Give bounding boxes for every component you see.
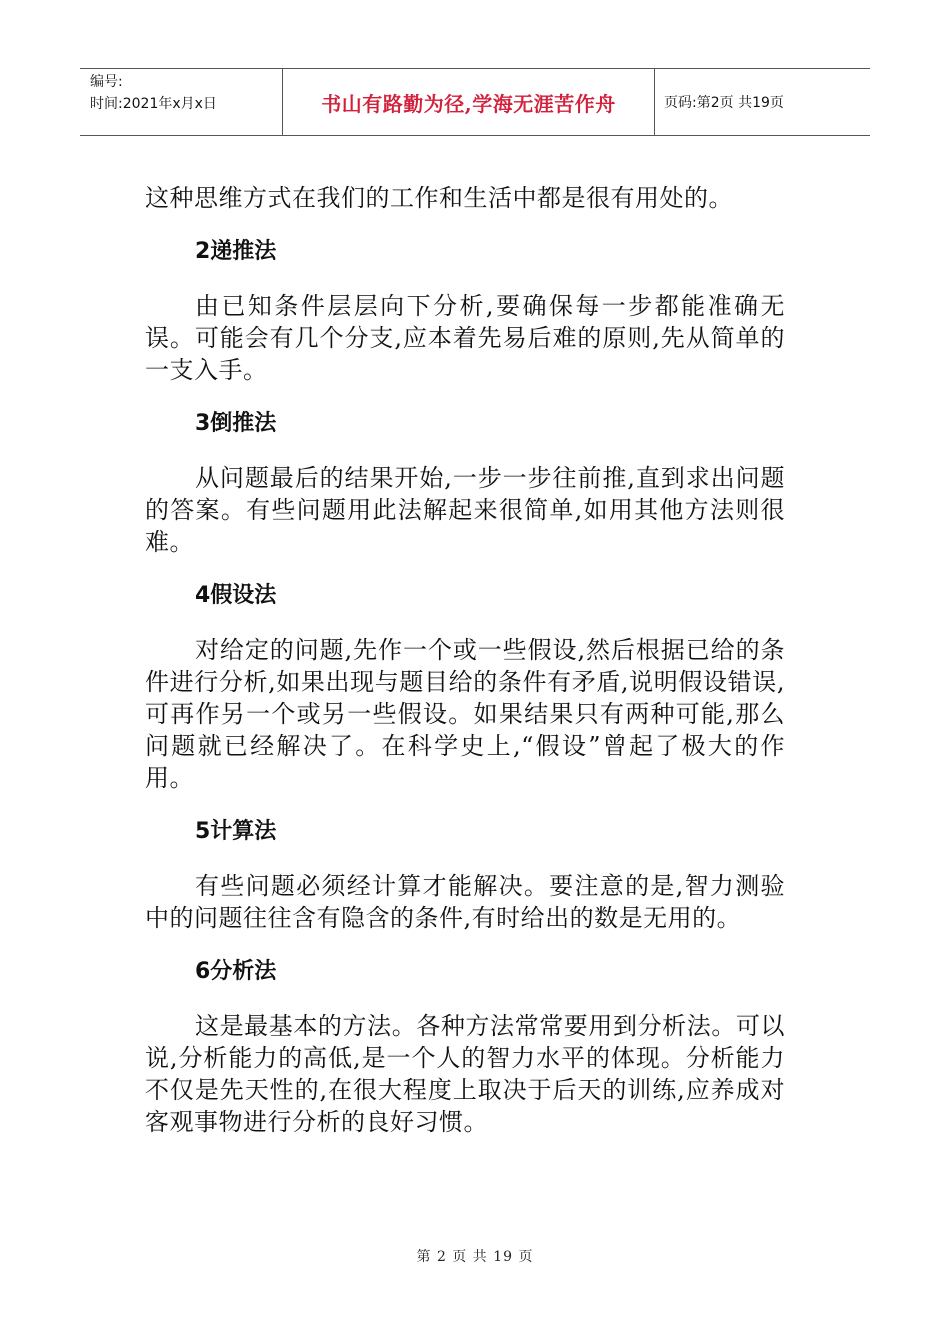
section-heading: 5计算法 [195, 819, 277, 844]
section-paragraph: 由已知条件层层向下分析,要确保每一步都能准确无误。可能会有几个分支,应本着先易后难的原则,先从简单的一支入手。 [145, 292, 785, 384]
section-paragraph: 从问题最后的结果开始,一步一步往前推,直到求出问题的答案。有些问题用此法解起来很简单,如用其他方法则很难。 [145, 464, 785, 556]
document-header [80, 68, 870, 136]
section-paragraph: 这是最基本的方法。各种方法常常要用到分析法。可以说,分析能力的高低,是一个人的智力水平的体现。分析能力不仅是先天性的,在很大程度上取决于后天的训练,应养成对客观事物进行分析的良好习惯。 [145, 1012, 785, 1136]
time-label: 时间:2021年x月x日 [90, 96, 217, 112]
section-heading: 2递推法 [195, 239, 277, 264]
section-paragraph: 有些问题必须经计算才能解决。要注意的是,智力测验中的问题往往含有隐含的条件,有时给出的数是无用的。 [145, 872, 785, 932]
page-footer: 第 2 页 共 19 页 [416, 1249, 534, 1265]
number-label: 编号: [90, 74, 123, 90]
section-paragraph: 对给定的问题,先作一个或一些假设,然后根据已给的条件进行分析,如果出现与题目给的条件有矛盾,说明假设错误,可再作另一个或另一些假设。如果结果只有两种可能,那么问题就已经解决了。在科学史上,“假设”曾起了极大的作用。 [145, 636, 785, 792]
intro-paragraph: 这种思维方式在我们的工作和生活中都是很有用处的。 [145, 184, 733, 212]
section-heading: 3倒推法 [195, 411, 277, 436]
header-motto: 书山有路勤为径,学海无涯苦作舟 [321, 91, 616, 116]
document-body [145, 182, 785, 1138]
header-meta [90, 71, 217, 115]
section-heading: 4假设法 [195, 583, 277, 608]
header-divider [654, 69, 655, 135]
section-heading: 6分析法 [195, 959, 277, 984]
header-page-info: 页码:第2页 共19页 [664, 95, 784, 111]
